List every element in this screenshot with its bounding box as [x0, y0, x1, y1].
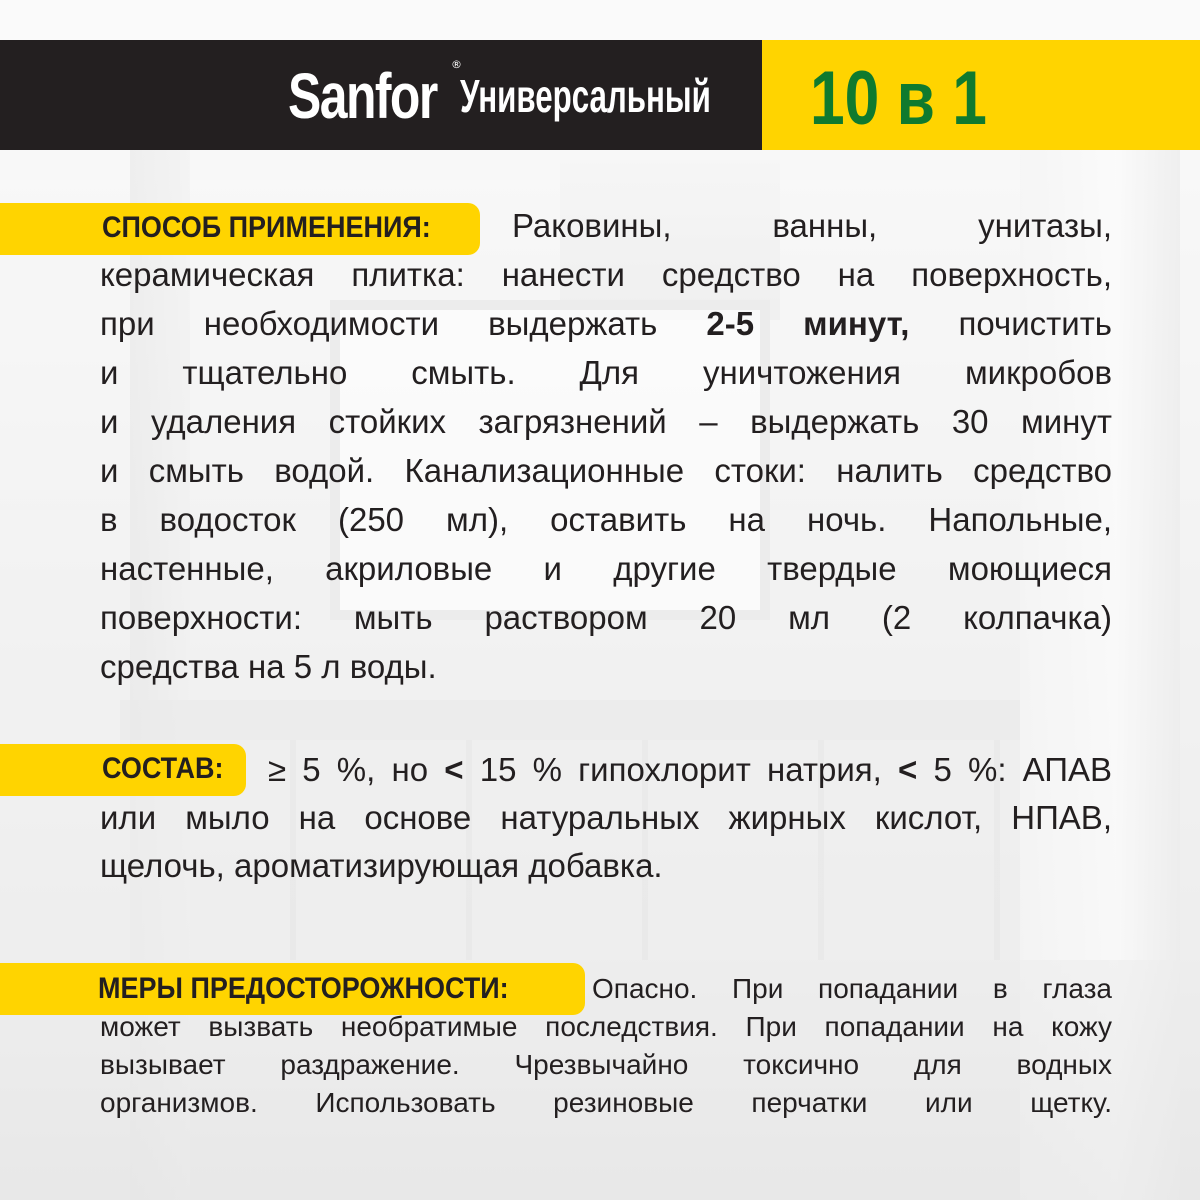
- composition-label: СОСТАВ:: [102, 752, 224, 785]
- brand-block: [288, 52, 829, 140]
- precautions-line: вызывает раздражение. Чрезвычайно токсично для водных: [100, 1049, 1112, 1080]
- product-variant: 10 в 1: [810, 55, 987, 141]
- precautions-line: может вызвать необратимые последствия. При попадании на кожу: [100, 1011, 1112, 1042]
- composition-line: 5 %: АПАВ: [933, 751, 1112, 788]
- composition-line: 15 % гипохлорит натрия,: [479, 751, 882, 788]
- product-name: Универсальный: [460, 70, 711, 122]
- less-than-sign: <: [897, 751, 918, 788]
- product-header: [0, 40, 1200, 150]
- usage-label: СПОСОБ ПРИМЕНЕНИЯ:: [102, 211, 431, 244]
- brand-logo: Sanfor: [288, 60, 437, 132]
- precautions-label: МЕРЫ ПРЕДОСТОРОЖНОСТИ:: [98, 972, 509, 1005]
- usage-line: при необходимости выдержать: [100, 305, 658, 342]
- usage-line: и удаления стойких загрязнений – выдержать 30 минут: [100, 403, 1112, 440]
- usage-line: керамическая плитка: нанести средство на поверхность,: [100, 256, 1112, 293]
- composition-line: щелочь, ароматизирующая добавка.: [100, 847, 663, 884]
- less-than-sign: <: [444, 751, 464, 788]
- usage-time-highlight: 2-5 минут,: [706, 305, 910, 342]
- usage-line: в водосток (250 мл), оставить на ночь. Напольные,: [100, 501, 1112, 538]
- usage-text: [100, 201, 1112, 691]
- usage-line: Раковины, ванны, унитазы,: [512, 207, 1112, 244]
- usage-line: и тщательно смыть. Для уничтожения микробов: [100, 354, 1112, 391]
- registered-mark: ®: [451, 58, 462, 71]
- precautions-line: организмов. Использовать резиновые перчатки или щетку.: [100, 1087, 1112, 1118]
- precautions-line: Опасно. При попадании в глаза: [592, 973, 1112, 1004]
- composition-text: [100, 746, 1112, 890]
- usage-line: настенные, акриловые и другие твердые моющиеся: [100, 550, 1112, 587]
- usage-line: почистить: [958, 305, 1112, 342]
- composition-line: или мыло на основе натуральных жирных кислот, НПАВ,: [100, 799, 1112, 836]
- composition-line: ≥ 5 %, но: [268, 751, 429, 788]
- usage-line: поверхности: мыть раствором 20 мл (2 колпачка): [100, 599, 1112, 636]
- usage-line: и смыть водой. Канализационные стоки: налить средство: [100, 452, 1112, 489]
- usage-line: средства на 5 л воды.: [100, 648, 437, 685]
- precautions-text: [100, 970, 1112, 1122]
